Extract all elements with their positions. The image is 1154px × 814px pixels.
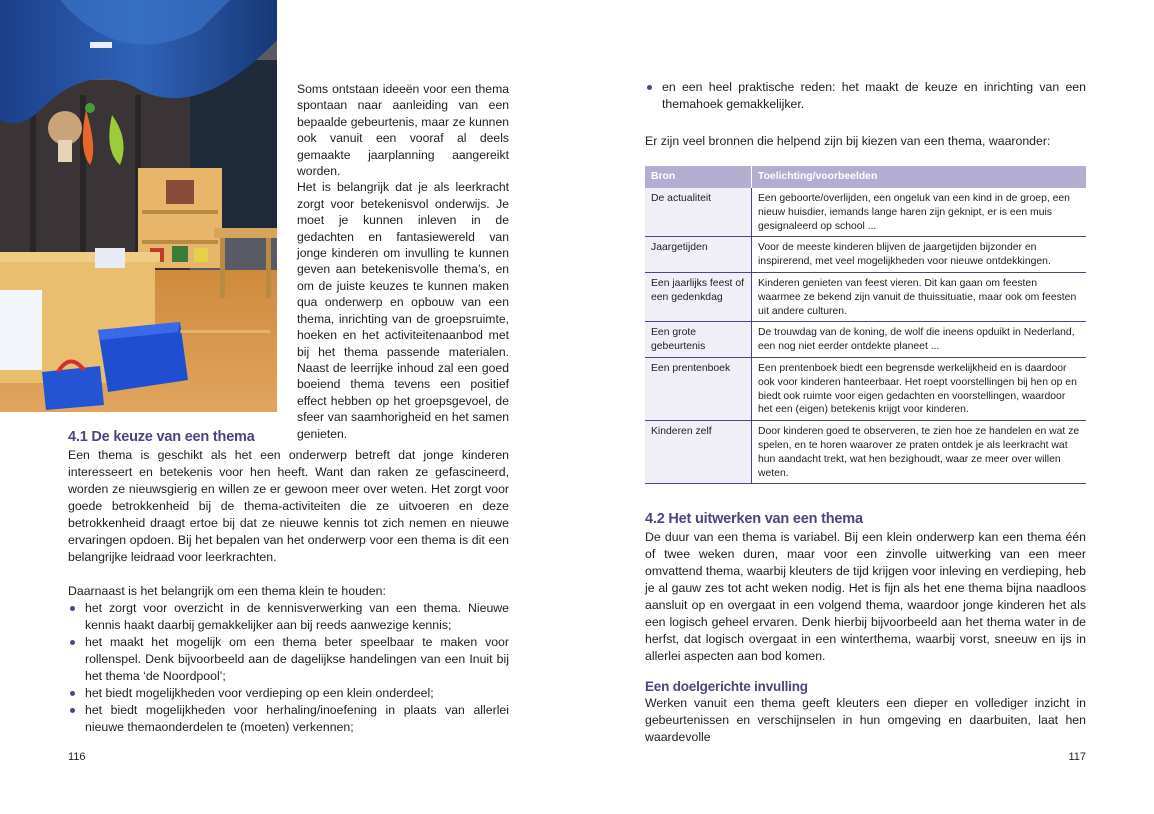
table-cell-examples: Een prentenboek biedt een begrensde werkelijkheid en is daardoor ook voor kinderen hanteerbaar. Het roept voorstellingen bij hen op en biedt ook ruimte voor eigen gedachten en voorstellingen, waardoor het een (eigen) betekenis krijgt voor kinderen. [752,357,1087,420]
body-paragraph: Een thema is geschikt als het een onderwerp betreft dat jonge kinderen interesseert en betekenis voor hen heeft. Want dan raken ze gefascineerd, worden ze nieuwsgierig en willen ze er gewoon meer over weten. Het zorgt voor goede betrokkenheid bij de thema-activiteiten die ze uitvoeren en deze betrokkenheid draagt ertoe bij dat ze nieuwe kennis tot zich nemen en nieuwe ervaringen opdoen. Bij het bepalen van het onderwerp voor een thema is dit een belangrijke leidraad voor leerkrachten. [68,448,509,564]
table-row [645,188,1086,237]
classroom-photo [0,0,277,412]
table-cell-examples: Een geboorte/overlijden, een ongeluk van een kind in de groep, een nieuw huisdier, iemands lange haren zijn geknipt, er is een muis gesignaleerd op school ... [752,188,1087,237]
section-heading: 4.2 Het uitwerken van een thema [645,511,863,527]
bullet-list [645,79,1086,113]
table-row [645,272,1086,321]
body-paragraph: Er zijn veel bronnen die helpend zijn bij kiezen van een thema, waaronder: [645,134,1051,148]
table-cell-source: Jaargetijden [645,237,752,273]
continued-bullets [645,79,1086,113]
right-page [577,0,1154,814]
table-cell-examples: Kinderen genieten van feest vieren. Dit kan gaan om feesten waarmee ze bekend zijn vanuit de thuissituatie, maar ook om feesten uit andere culturen. [752,272,1087,321]
table-row [645,421,1086,484]
body-paragraph: Daarnaast is het belangrijk om een thema klein te houden: [68,584,386,598]
body-paragraph: Werken vanuit een thema geeft kleuters een dieper en vollediger inzicht in gebeurtenissen en verschijnselen in hun omgeving en daarbuiten, laat hen waardevolle [645,696,1086,744]
table-cell-source: Een prentenboek [645,357,752,420]
bullet-item: het biedt mogelijkheden voor herhaling/inoefening in plaats van allerlei nieuwe themaonderdelen te (moeten) verkennen; [68,702,509,736]
table-cell-examples: De trouwdag van de koning, de wolf die ineens opduikt in Nederland, een nog niet eerder ontdekte planeet ... [752,322,1087,358]
column-header: Bron [645,166,752,188]
section-4-1 [68,429,509,736]
bullet-item: het zorgt voor overzicht in de kennisverwerking van een thema. Nieuwe kennis haakt daarbij gemakkelijker aan bij reeds aanwezige kennis; [68,600,509,634]
bullet-item: en een heel praktische reden: het maakt de keuze en inrichting van een themahoek gemakkelijker. [645,79,1086,113]
section-heading: 4.1 De keuze van een thema [68,429,255,445]
subsection-heading: Een doelgerichte invulling [645,679,808,694]
bullet-list [68,600,509,736]
column-header: Toelichting/voorbeelden [752,166,1087,188]
intro-text [297,81,509,442]
table-cell-source: Kinderen zelf [645,421,752,484]
intro-paragraph-2: Het is belangrijk dat je als leerkracht zorgt voor betekenisvol onderwijs. Je moet je kunnen inleven in de gedachten en fantasiewereld van jonge kinderen om invulling te kunnen geven aan betekenisvolle thema’s, en om de juiste keuzes te kunnen maken qua onderwerp en opbouw van een thema, inrichting van de groepsruimte, hoeken en het activiteitenaanbod met bij het thema passende materialen. Naast de leerrijke inhoud zal een goed boeiend thema tevens een positief effect hebben op het groepsgevoel, de sfeer van saamhorigheid en het samen genieten. [297,180,509,441]
table-cell-examples: Door kinderen goed te observeren, te zien hoe ze handelen en wat ze spelen, en te horen waarover ze praten ontdek je als leerkracht wat hun aandacht trekt, wat hen bezighoudt, waar ze meer over willen weten. [752,421,1087,484]
bullet-item: het maakt het mogelijk om een thema beter speelbaar te maken voor rollenspel. Denk bijvoorbeeld aan de dagelijkse handelingen van een Inuit bij het thema ‘de Noordpool’; [68,634,509,685]
table-row [645,322,1086,358]
table-header-row [645,166,1086,188]
section-4-2 [645,511,1086,746]
sources-table [645,166,1086,484]
table-cell-source: De actualiteit [645,188,752,237]
page-number: 116 [68,751,86,763]
intro-paragraph: Soms ontstaan ideeën voor een thema spontaan naar aanleiding van een bepaalde gebeurtenis, maar ze kunnen ook vanuit een vooraf al deels gemaakte jaarplanning aangereikt worden. [297,82,509,179]
table-row [645,357,1086,420]
table-row [645,237,1086,273]
table-cell-source: Een grote gebeurtenis [645,322,752,358]
table-cell-examples: Voor de meeste kinderen blijven de jaargetijden bijzonder en inspirerend, met veel mogelijkheden voor nieuwe ontdekkingen. [752,237,1087,273]
sources-intro [645,133,1086,150]
bullet-item: het biedt mogelijkheden voor verdieping op een klein onderdeel; [68,685,509,702]
page-number: 117 [1068,751,1086,763]
table-cell-source: Een jaarlijks feest of een gedenkdag [645,272,752,321]
body-paragraph: De duur van een thema is variabel. Bij een klein onderwerp kan een thema één of twee weken duren, maar voor een zinvolle uitwerking van een meer omvattend thema, waarbij kleuters de tijd krijgen voor inleving en verdieping, heb je al gauw zes tot acht weken nodig. Het is fijn als het ene thema bijna naadloos aansluit op en overgaat in een volgend thema, waardoor jonge kinderen het als een logisch geheel ervaren. Denk hierbij bijvoorbeeld aan het thema water in de herfst, dat logisch overgaat in een winterthema, waarbij vorst, sneeuw en ijs in allerlei aspecten aan bod komen. [645,530,1086,663]
